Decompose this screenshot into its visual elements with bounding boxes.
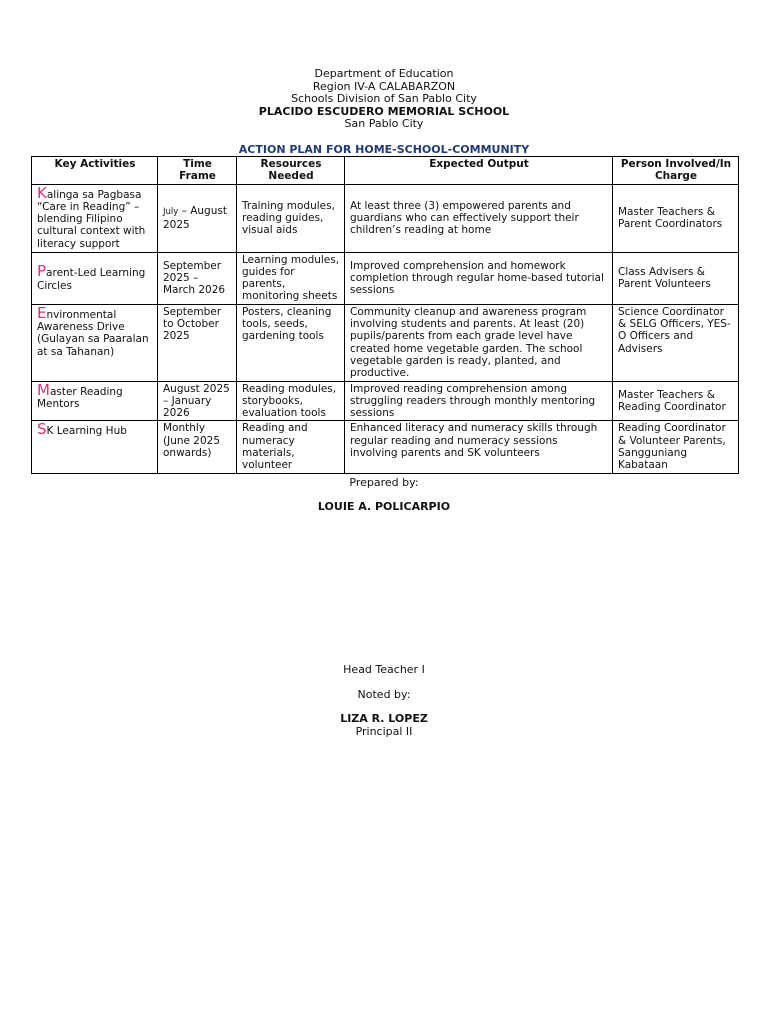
activity-text: arent-Led Learning Circles: [37, 267, 146, 292]
noter-title: Principal II: [355, 725, 413, 738]
output-cell: Community cleanup and awareness program involving students and parents. At least (20) pupils/parents from each grade level have created home vegetable garden. The school vegetable garden is ready, planted, and productive.: [345, 304, 613, 381]
activity-cell: [32, 184, 158, 252]
time-cell: August 2025 – January 2026: [158, 381, 237, 421]
activity-cell: [32, 252, 158, 304]
time-month: July: [163, 207, 179, 218]
header-time-frame: Time Frame: [158, 157, 237, 185]
activity-initial: M: [37, 380, 50, 399]
school-name: PLACIDO ESCUDERO MEMORIAL SCHOOL: [258, 104, 510, 118]
resources-cell: Learning modules, guides for parents, monitoring sheets: [237, 252, 345, 304]
header-key-activities: Key Activities: [32, 157, 158, 185]
header-person: Person Involved/In Charge: [613, 157, 739, 185]
header-expected-output: Expected Output: [345, 157, 613, 185]
resources-cell: Posters, cleaning tools, seeds, gardening tools: [237, 304, 345, 381]
activity-text: alinga sa Pagbasa “Care in Reading” – blending Filipino cultural context with literacy support: [37, 188, 146, 250]
activity-initial: P: [37, 262, 47, 281]
activity-text: aster Reading Mentors: [37, 385, 123, 410]
activity-cell: [32, 421, 158, 473]
activity-text: K Learning Hub: [46, 425, 127, 438]
resources-cell: Reading modules, storybooks, evaluation tools: [237, 381, 345, 421]
table-row: [32, 184, 739, 252]
resources-cell: Reading and numeracy materials, volunteer: [237, 421, 345, 473]
action-plan-table: [31, 156, 739, 474]
noted-by-label: Noted by:: [357, 688, 411, 701]
plan-title: ACTION PLAN FOR HOME-SCHOOL-COMMUNITY: [238, 143, 530, 156]
region-line: Region IV-A CALABARZON: [312, 79, 456, 93]
noter-name: LIZA R. LOPEZ: [340, 712, 428, 725]
preparer-title: Head Teacher I: [343, 663, 425, 676]
output-cell: At least three (3) empowered parents and guardians who can effectively support their children’s reading at home: [345, 184, 613, 252]
division-line: Schools Division of San Pablo City: [291, 92, 477, 105]
table-header-row: [32, 157, 739, 185]
time-cell: [158, 184, 237, 252]
person-cell: Science Coordinator & SELG Officers, YES-O Officers and Advisers: [613, 304, 739, 381]
activity-cell: [32, 304, 158, 381]
time-cell: September to October 2025: [158, 304, 237, 381]
time-cell: Monthly (June 2025 onwards): [158, 421, 237, 473]
prepared-by-label: Prepared by:: [349, 476, 419, 489]
output-cell: Improved reading comprehension among struggling readers through monthly mentoring sessions: [345, 381, 613, 421]
person-cell: Class Advisers & Parent Volunteers: [613, 252, 739, 304]
activity-initial: K: [37, 183, 47, 202]
preparer-name: LOUIE A. POLICARPIO: [317, 500, 451, 513]
table-row: [32, 304, 739, 381]
table-row: [32, 381, 739, 421]
table-row: [32, 252, 739, 304]
resources-cell: Training modules, reading guides, visual aids: [237, 184, 345, 252]
output-cell: Enhanced literacy and numeracy skills through regular reading and numeracy sessions involving parents and SK volunteers: [345, 421, 613, 473]
person-cell: Master Teachers & Reading Coordinator: [613, 381, 739, 421]
person-cell: Reading Coordinator & Volunteer Parents, Sangguniang Kabataan: [613, 421, 739, 473]
table-row: [32, 421, 739, 473]
time-text: – August 2025: [163, 205, 227, 231]
department-line: Department of Education: [314, 67, 454, 80]
activity-text: nvironmental Awareness Drive (Gulayan sa Paaralan at sa Tahanan): [37, 308, 149, 358]
activity-cell: [32, 381, 158, 421]
output-cell: Improved comprehension and homework completion through regular home-based tutorial sessions: [345, 252, 613, 304]
city-line: San Pablo City: [344, 117, 424, 130]
activity-initial: S: [37, 420, 47, 439]
document-header: [0, 68, 768, 131]
person-cell: Master Teachers & Parent Coordinators: [613, 184, 739, 252]
time-cell: September 2025 – March 2026: [158, 252, 237, 304]
activity-initial: E: [37, 303, 47, 322]
header-resources: Resources Needed: [237, 157, 345, 185]
